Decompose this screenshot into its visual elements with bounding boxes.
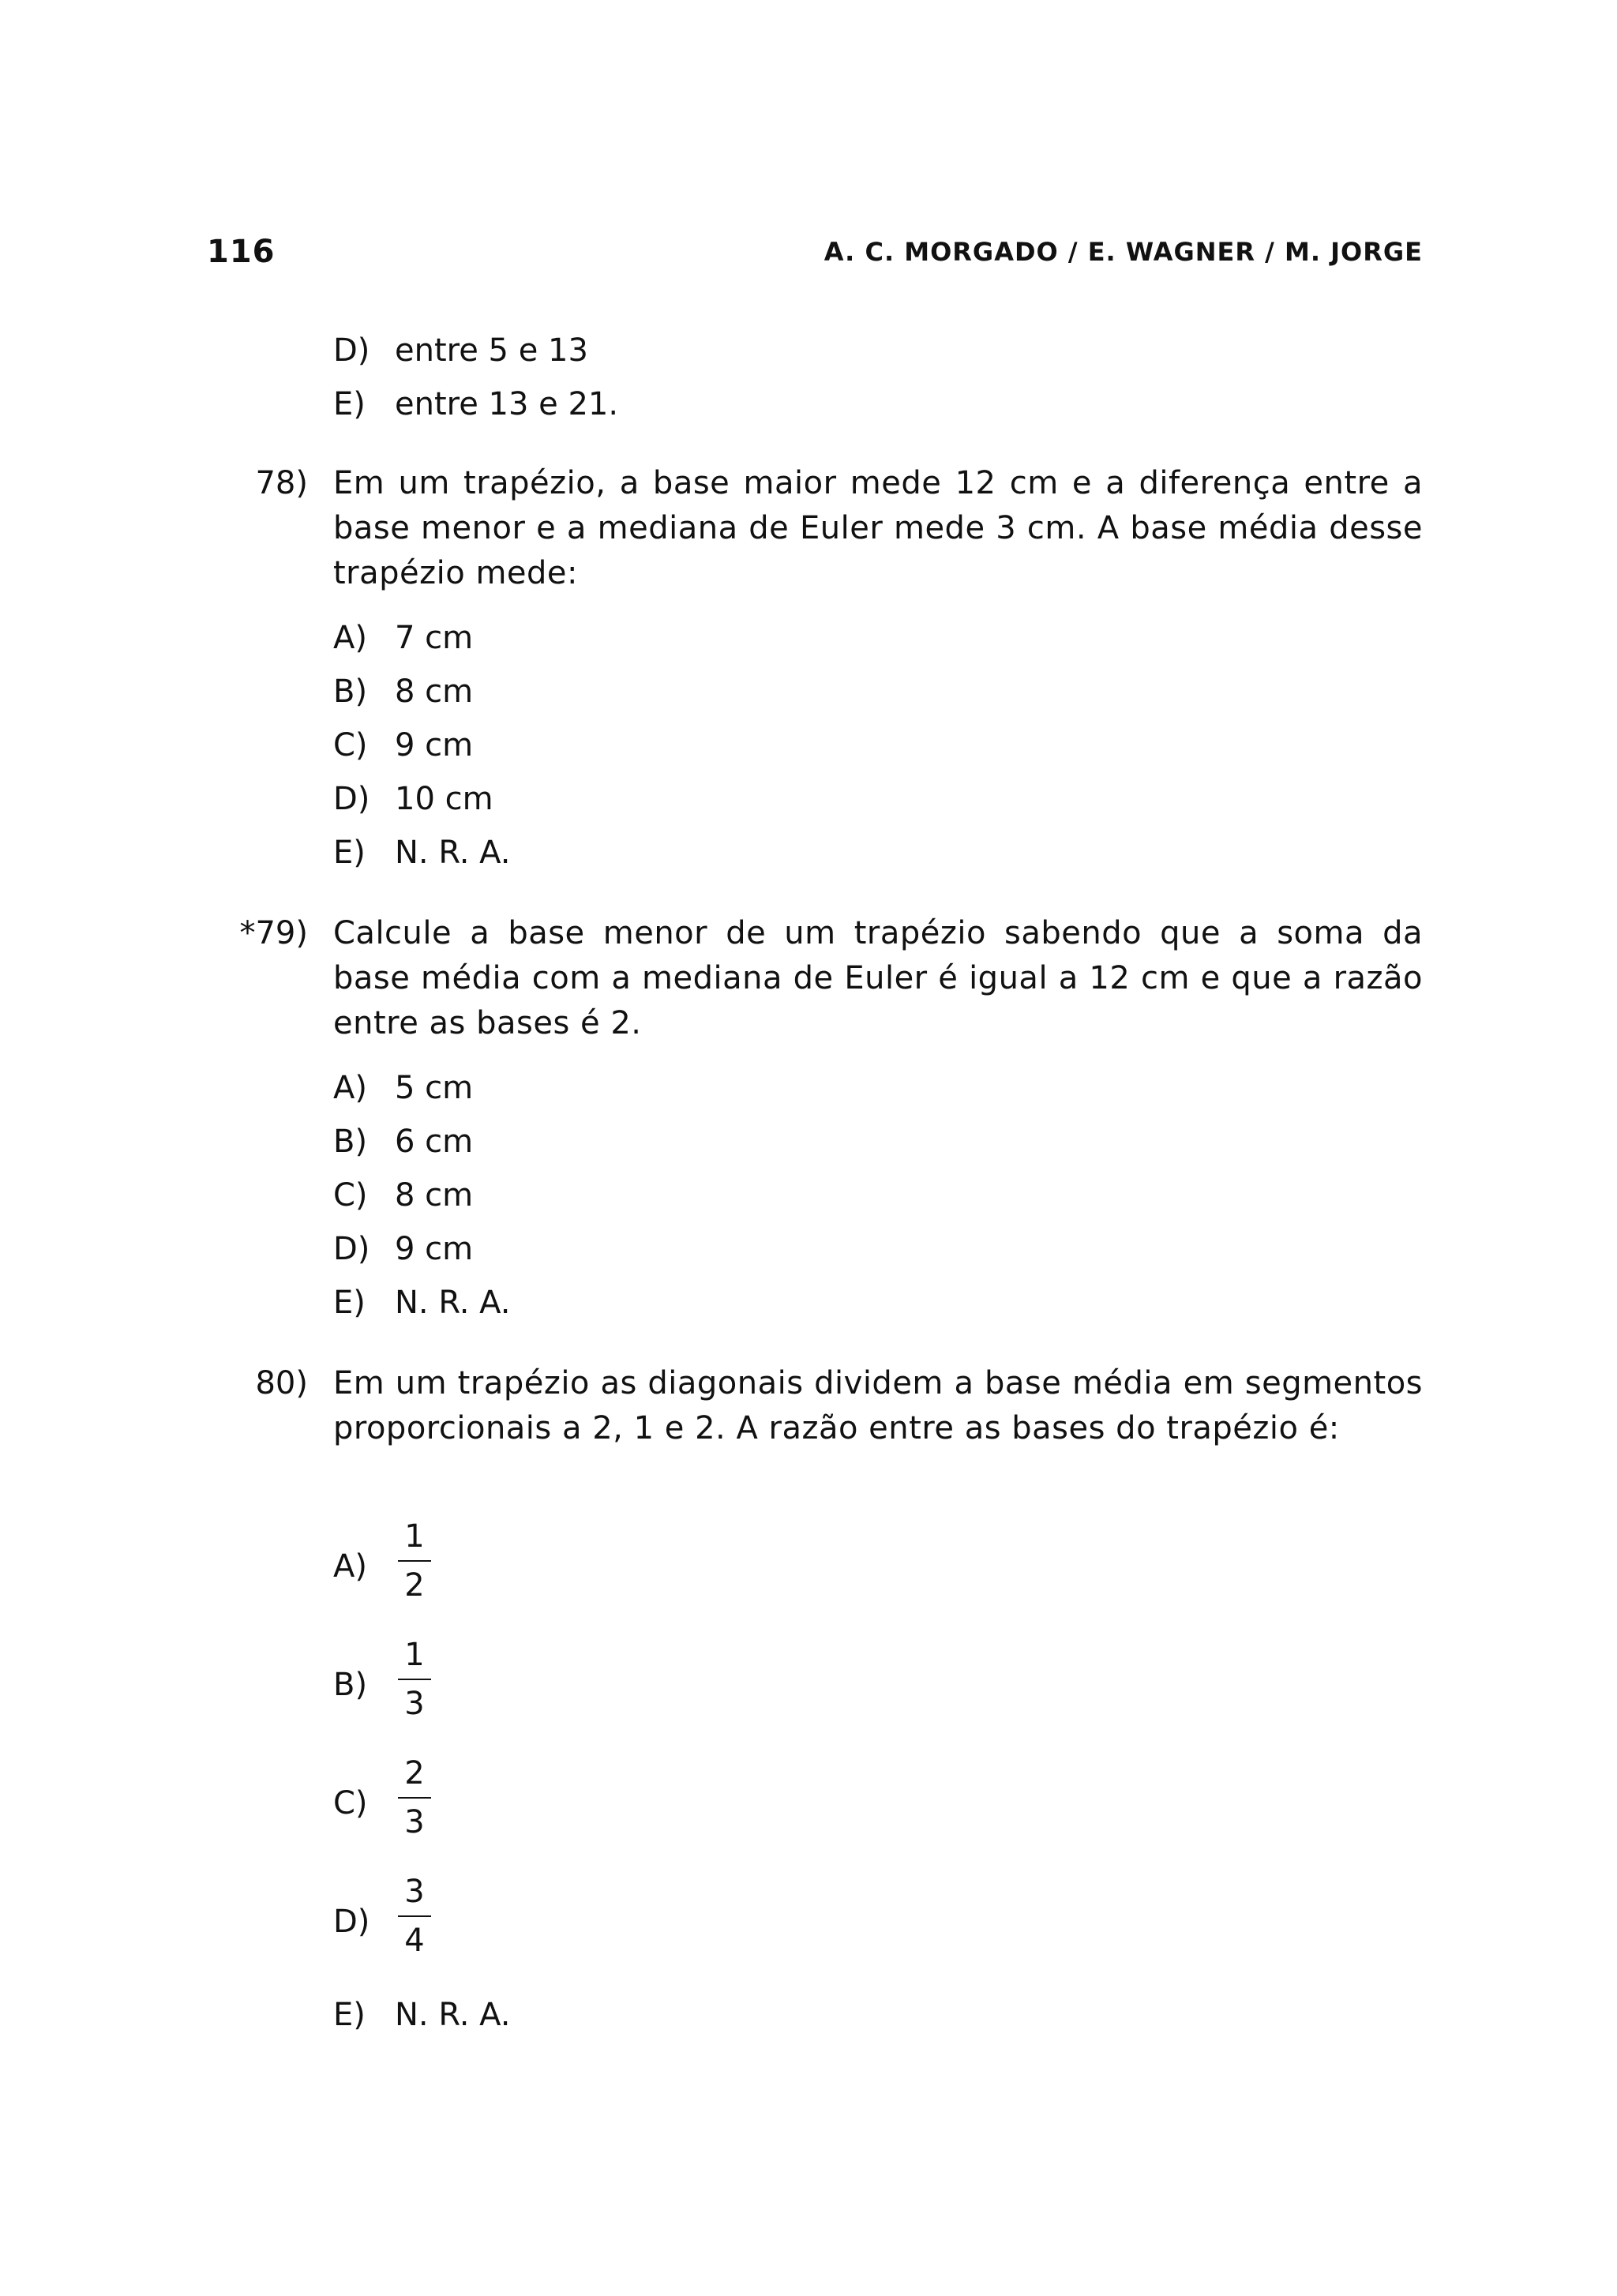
option-text: 10 cm — [395, 781, 493, 817]
option-text: 5 cm — [395, 1070, 474, 1106]
question-78-option-b — [333, 673, 473, 711]
question-79-text: Calcule a base menor de um trapézio sabendo que a soma da base média com a mediana de Euler é igual a 12 cm e que a razão entre as bases é 2. — [333, 915, 1423, 1041]
page-number: 116 — [207, 234, 276, 270]
option-text: 9 cm — [395, 1231, 474, 1267]
option-label: E) — [333, 386, 366, 422]
fraction-denominator: 3 — [404, 1686, 425, 1722]
fraction-denominator: 4 — [404, 1923, 425, 1959]
fraction-bar — [398, 1915, 431, 1917]
question-78-number: 78) — [255, 465, 308, 501]
option-text: 8 cm — [395, 673, 474, 710]
fraction-numerator: 3 — [404, 1874, 425, 1910]
option-label: C) — [333, 727, 368, 763]
running-head-authors: A. C. MORGADO / E. WAGNER / M. JORGE — [824, 237, 1423, 267]
fraction-numerator: 2 — [404, 1755, 425, 1791]
option-text: N. R. A. — [395, 1997, 511, 2033]
option-text: 7 cm — [395, 620, 474, 656]
question-80-option-c — [333, 1751, 491, 1854]
question-78-option-d — [333, 780, 493, 818]
question-80-option-b — [333, 1633, 491, 1735]
prev-option-e — [333, 385, 618, 423]
fraction — [395, 1514, 434, 1608]
option-text: entre 13 e 21. — [395, 386, 619, 422]
fraction-bar — [398, 1797, 431, 1799]
fraction-bar — [398, 1560, 431, 1562]
option-label: B) — [333, 1124, 368, 1160]
question-79-number: *79) — [239, 915, 308, 951]
option-label: D) — [333, 781, 370, 817]
fraction-denominator: 3 — [404, 1804, 425, 1840]
fraction-bar — [398, 1679, 431, 1680]
prev-option-d — [333, 332, 588, 370]
option-label: D) — [333, 1904, 370, 1940]
question-80-text: Em um trapézio as diagonais dividem a base média em segmentos proporcionais a 2, 1 e 2. A razão entre as bases do trapézio é: — [333, 1365, 1423, 1446]
question-80-option-e — [333, 1996, 511, 2034]
option-label: C) — [333, 1785, 368, 1821]
question-78-option-a — [333, 619, 473, 657]
question-79-option-d — [333, 1230, 473, 1268]
option-text: N. R. A. — [395, 1285, 511, 1321]
option-label: E) — [333, 1285, 366, 1321]
fraction — [395, 1751, 434, 1844]
question-79-option-a — [333, 1069, 473, 1107]
question-80-option-a — [333, 1514, 491, 1617]
question-80-number: 80) — [255, 1365, 308, 1401]
question-78-option-c — [333, 726, 473, 764]
option-text: 6 cm — [395, 1124, 474, 1160]
option-label: C) — [333, 1177, 368, 1214]
option-text: entre 5 e 13 — [395, 332, 588, 369]
fraction — [395, 1633, 434, 1726]
option-label: D) — [333, 332, 370, 369]
option-label: B) — [333, 673, 368, 710]
option-label: A) — [333, 1070, 367, 1106]
fraction-numerator: 1 — [404, 1637, 425, 1673]
option-label: E) — [333, 835, 366, 871]
question-79-option-e — [333, 1284, 511, 1322]
question-78-option-e — [333, 834, 511, 872]
option-label: A) — [333, 1548, 367, 1585]
page-header — [207, 234, 1423, 281]
option-text: 8 cm — [395, 1177, 474, 1214]
option-label: B) — [333, 1667, 368, 1703]
question-79-option-b — [333, 1123, 473, 1161]
option-label: E) — [333, 1997, 366, 2033]
question-78-text: Em um trapézio, a base maior mede 12 cm e a diferença entre a base menor e a mediana de Euler mede 3 cm. A base média desse trapézio mede: — [333, 465, 1423, 591]
option-text: 9 cm — [395, 727, 474, 763]
question-80-option-d — [333, 1870, 491, 1972]
fraction — [395, 1870, 434, 1963]
question-79-option-c — [333, 1176, 473, 1214]
option-label: A) — [333, 620, 367, 656]
fraction-numerator: 1 — [404, 1518, 425, 1555]
option-text: N. R. A. — [395, 835, 511, 871]
option-label: D) — [333, 1231, 370, 1267]
fraction-denominator: 2 — [404, 1567, 425, 1604]
